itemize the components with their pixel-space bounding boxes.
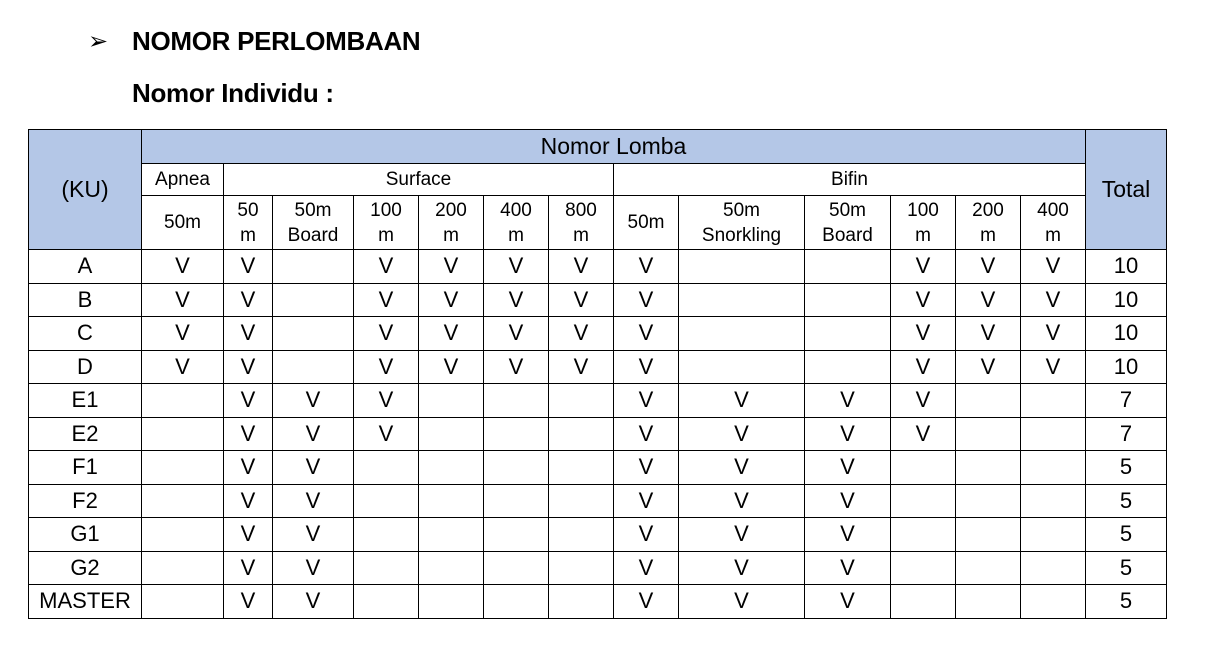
group-header-apnea: Apnea: [142, 164, 224, 196]
event-cell: V: [273, 417, 354, 451]
subcolumn-header-text: 800: [565, 199, 597, 221]
event-cell: [354, 518, 419, 552]
event-cell: [805, 317, 891, 351]
table-row: [29, 384, 1167, 418]
subcolumn-header: [614, 196, 679, 250]
subcolumn-header: [891, 196, 956, 250]
subcolumn-header-text: m: [980, 224, 996, 246]
event-cell: [805, 283, 891, 317]
event-cell: V: [614, 551, 679, 585]
table-row: [29, 451, 1167, 485]
ku-cell: E1: [29, 384, 142, 418]
subcolumn-header-text: Board: [287, 224, 339, 246]
section-heading-row: [88, 24, 420, 58]
subcolumn-header: [484, 196, 549, 250]
event-cell: [484, 518, 549, 552]
event-cell: V: [679, 384, 805, 418]
event-cell: V: [354, 250, 419, 284]
event-cell: V: [805, 417, 891, 451]
event-cell: V: [224, 283, 273, 317]
subcolumn-header: [805, 196, 891, 250]
event-cell: [484, 451, 549, 485]
event-cell: [549, 484, 614, 518]
event-cell: [956, 384, 1021, 418]
subcolumn-header-text: 100: [907, 199, 939, 221]
event-cell: V: [614, 484, 679, 518]
event-cell: V: [273, 451, 354, 485]
table-row: [29, 484, 1167, 518]
event-cell: V: [614, 585, 679, 619]
event-cell: [956, 551, 1021, 585]
event-cell: V: [224, 350, 273, 384]
event-cell: V: [549, 317, 614, 351]
event-cell: [419, 417, 484, 451]
ku-cell: G2: [29, 551, 142, 585]
event-cell: V: [679, 585, 805, 619]
event-cell: [484, 585, 549, 619]
event-cell: V: [224, 384, 273, 418]
event-cell: V: [142, 250, 224, 284]
event-cell: V: [679, 518, 805, 552]
nomor-lomba-header: Nomor Lomba: [142, 130, 1086, 164]
event-cell: [549, 451, 614, 485]
event-cell: V: [354, 283, 419, 317]
event-cell: [956, 518, 1021, 552]
total-cell: 5: [1086, 518, 1167, 552]
event-cell: [956, 484, 1021, 518]
subcolumn-header: [679, 196, 805, 250]
event-cell: [956, 585, 1021, 619]
event-cell: V: [273, 585, 354, 619]
subcolumn-header-text: m: [443, 224, 459, 246]
event-cell: [419, 484, 484, 518]
event-cell: V: [224, 518, 273, 552]
event-cell: V: [1021, 283, 1086, 317]
section-subtitle: Nomor Individu :: [132, 78, 334, 108]
event-cell: [549, 417, 614, 451]
event-cell: V: [891, 250, 956, 284]
subcolumn-header-text: 50m: [294, 199, 332, 221]
table-row: [29, 350, 1167, 384]
event-cell: V: [419, 350, 484, 384]
event-cell: [1021, 384, 1086, 418]
event-cell: V: [549, 283, 614, 317]
event-cell: [1021, 585, 1086, 619]
ku-cell: B: [29, 283, 142, 317]
event-cell: [1021, 417, 1086, 451]
subcolumn-header-text: m: [378, 224, 394, 246]
event-cell: [549, 585, 614, 619]
event-cell: [142, 551, 224, 585]
subcolumn-header: [956, 196, 1021, 250]
subcolumn-header-text: m: [508, 224, 524, 246]
subcolumn-header: [224, 196, 273, 250]
event-cell: [679, 350, 805, 384]
event-cell: [805, 350, 891, 384]
ku-cell: MASTER: [29, 585, 142, 619]
subcolumn-header-text: 200: [435, 199, 467, 221]
total-cell: 5: [1086, 551, 1167, 585]
event-cell: [1021, 451, 1086, 485]
arrow-bullet-icon: ➢: [88, 27, 109, 55]
subcolumn-header-text: 400: [1037, 199, 1069, 221]
subcolumn-header-text: 50m: [723, 199, 760, 221]
event-cell: [273, 283, 354, 317]
table-row: [29, 518, 1167, 552]
event-cell: V: [805, 551, 891, 585]
event-cell: V: [224, 317, 273, 351]
event-cell: V: [419, 317, 484, 351]
event-cell: [891, 585, 956, 619]
ku-cell: F1: [29, 451, 142, 485]
event-cell: V: [224, 250, 273, 284]
event-cell: V: [142, 350, 224, 384]
subcolumn-header-text: 200: [972, 199, 1004, 221]
event-cell: [354, 451, 419, 485]
event-cell: V: [805, 518, 891, 552]
event-cell: [891, 451, 956, 485]
event-cell: V: [805, 484, 891, 518]
group-header-surface: Surface: [224, 164, 614, 196]
total-cell: 10: [1086, 317, 1167, 351]
subcolumn-header-text: m: [1045, 224, 1061, 246]
subcolumn-header-row: [29, 196, 1167, 250]
event-cell: [354, 551, 419, 585]
ku-cell: F2: [29, 484, 142, 518]
event-cell: V: [805, 585, 891, 619]
event-cell: V: [142, 283, 224, 317]
ku-cell: A: [29, 250, 142, 284]
event-cell: V: [614, 451, 679, 485]
event-cell: V: [614, 518, 679, 552]
event-cell: V: [956, 283, 1021, 317]
event-cell: [142, 384, 224, 418]
event-cell: [891, 551, 956, 585]
event-cell: [549, 518, 614, 552]
ku-cell: C: [29, 317, 142, 351]
event-cell: V: [679, 551, 805, 585]
event-cell: V: [956, 317, 1021, 351]
event-cell: [956, 417, 1021, 451]
event-cell: [273, 250, 354, 284]
event-cell: V: [679, 417, 805, 451]
event-cell: [142, 451, 224, 485]
event-cell: [419, 585, 484, 619]
total-cell: 10: [1086, 350, 1167, 384]
event-cell: [891, 518, 956, 552]
ku-cell: E2: [29, 417, 142, 451]
event-cell: V: [549, 350, 614, 384]
total-cell: 10: [1086, 283, 1167, 317]
event-cell: [273, 350, 354, 384]
event-cell: [419, 551, 484, 585]
section-title: NOMOR PERLOMBAAN: [132, 25, 421, 56]
event-cell: V: [484, 250, 549, 284]
event-cell: [142, 417, 224, 451]
event-cell: V: [1021, 250, 1086, 284]
event-cell: [419, 518, 484, 552]
event-cell: [1021, 484, 1086, 518]
event-cell: [484, 384, 549, 418]
total-cell: 5: [1086, 484, 1167, 518]
subcolumn-header: [549, 196, 614, 250]
table-row: [29, 250, 1167, 284]
event-cell: V: [354, 317, 419, 351]
event-cell: V: [805, 384, 891, 418]
subcolumn-header: [419, 196, 484, 250]
event-cell: V: [273, 484, 354, 518]
total-cell: 5: [1086, 451, 1167, 485]
subcolumn-header-text: 50m: [627, 212, 665, 233]
event-cell: [549, 551, 614, 585]
ku-cell: G1: [29, 518, 142, 552]
ku-cell: D: [29, 350, 142, 384]
event-cell: V: [354, 350, 419, 384]
event-cell: V: [273, 384, 354, 418]
event-cell: V: [614, 250, 679, 284]
event-cell: V: [224, 451, 273, 485]
subcolumn-header-text: Snorkling: [701, 224, 782, 246]
event-cell: V: [805, 451, 891, 485]
event-cell: [805, 250, 891, 284]
event-cell: V: [224, 484, 273, 518]
event-cell: [142, 484, 224, 518]
event-cell: V: [1021, 350, 1086, 384]
event-cell: [1021, 551, 1086, 585]
event-cell: [419, 384, 484, 418]
subcolumn-header-text: 100: [370, 199, 402, 221]
total-cell: 7: [1086, 384, 1167, 418]
table-row: [29, 551, 1167, 585]
subcolumn-header-text: m: [240, 224, 256, 246]
subcolumn-header-text: m: [915, 224, 931, 246]
event-cell: V: [484, 350, 549, 384]
subcolumn-header: [1021, 196, 1086, 250]
event-cell: V: [891, 317, 956, 351]
event-cell: [679, 283, 805, 317]
event-cell: [679, 317, 805, 351]
event-cell: V: [614, 283, 679, 317]
event-cell: V: [956, 350, 1021, 384]
event-cell: V: [273, 518, 354, 552]
event-cell: V: [614, 417, 679, 451]
event-cell: V: [614, 384, 679, 418]
event-cell: V: [419, 283, 484, 317]
event-cell: V: [419, 250, 484, 284]
event-cell: V: [354, 384, 419, 418]
total-header: Total: [1086, 130, 1167, 250]
event-table: [28, 129, 1167, 619]
subcolumn-header: [142, 196, 224, 250]
event-cell: V: [224, 417, 273, 451]
event-cell: V: [273, 551, 354, 585]
event-cell: [679, 250, 805, 284]
table-body: [29, 250, 1167, 619]
event-cell: [142, 585, 224, 619]
group-header-bifin: Bifin: [614, 164, 1086, 196]
subcolumn-header: [273, 196, 354, 250]
event-cell: [142, 518, 224, 552]
total-cell: 5: [1086, 585, 1167, 619]
event-cell: [891, 484, 956, 518]
total-cell: 10: [1086, 250, 1167, 284]
event-cell: V: [891, 384, 956, 418]
event-cell: [1021, 518, 1086, 552]
event-cell: V: [224, 551, 273, 585]
table-row: [29, 585, 1167, 619]
event-cell: V: [354, 417, 419, 451]
event-cell: V: [1021, 317, 1086, 351]
event-cell: [354, 585, 419, 619]
event-cell: V: [891, 350, 956, 384]
event-cell: [484, 484, 549, 518]
subcolumn-header-text: m: [573, 224, 589, 246]
subcolumn-header-text: Board: [822, 224, 873, 246]
subcolumn-header-text: 50: [237, 199, 259, 221]
event-cell: V: [549, 250, 614, 284]
event-cell: V: [224, 585, 273, 619]
event-cell: V: [956, 250, 1021, 284]
event-cell: [273, 317, 354, 351]
event-cell: V: [891, 283, 956, 317]
subcolumn-header: [354, 196, 419, 250]
event-cell: [484, 551, 549, 585]
event-cell: V: [614, 317, 679, 351]
table-row: [29, 283, 1167, 317]
table-row: [29, 417, 1167, 451]
subcolumn-header-text: 400: [500, 199, 532, 221]
event-cell: V: [614, 350, 679, 384]
total-cell: 7: [1086, 417, 1167, 451]
event-cell: [549, 384, 614, 418]
event-cell: V: [679, 484, 805, 518]
table-row: [29, 317, 1167, 351]
event-cell: V: [484, 317, 549, 351]
event-cell: [354, 484, 419, 518]
event-cell: V: [891, 417, 956, 451]
event-cell: V: [484, 283, 549, 317]
event-cell: V: [142, 317, 224, 351]
event-cell: [956, 451, 1021, 485]
ku-header: (KU): [29, 130, 142, 250]
event-cell: [484, 417, 549, 451]
event-cell: [419, 451, 484, 485]
subcolumn-header-text: 50m: [164, 212, 201, 233]
subcolumn-header-text: 50m: [829, 199, 866, 221]
event-cell: V: [679, 451, 805, 485]
